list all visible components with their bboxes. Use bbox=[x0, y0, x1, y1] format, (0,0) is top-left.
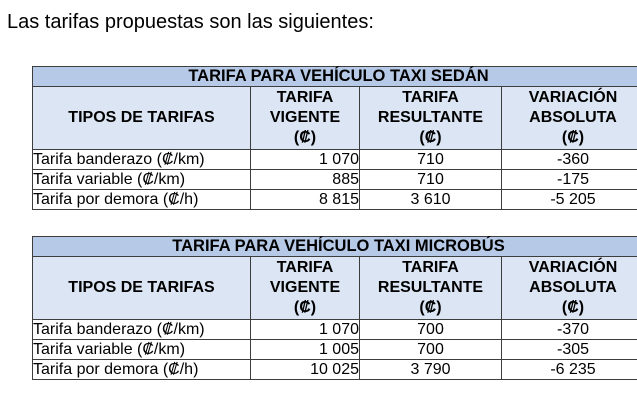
row-variacion: -6 235 bbox=[502, 360, 637, 380]
row-vigente: 8 815 bbox=[251, 190, 360, 210]
row-name: Tarifa por demora (₡/h) bbox=[33, 190, 251, 210]
header-line: VARIACIÓN bbox=[528, 259, 618, 276]
row-variacion: -360 bbox=[502, 150, 637, 170]
header-line: VARIACIÓN bbox=[528, 89, 618, 106]
header-line: TARIFA bbox=[276, 89, 334, 106]
microbus-tariff-table bbox=[32, 236, 637, 380]
row-name: Tarifa banderazo (₡/km) bbox=[33, 150, 251, 170]
table-title-row bbox=[33, 67, 637, 87]
table-row bbox=[33, 360, 637, 380]
header-resultante bbox=[360, 87, 502, 150]
header-line: TARIFA bbox=[402, 259, 459, 276]
row-name: Tarifa por demora (₡/h) bbox=[33, 360, 251, 380]
row-resultante: 710 bbox=[360, 150, 502, 170]
row-resultante: 700 bbox=[360, 320, 502, 340]
sedan-tariff-table bbox=[32, 66, 637, 210]
header-line: VIGENTE bbox=[269, 109, 341, 126]
row-vigente: 1 005 bbox=[251, 340, 360, 360]
header-variacion bbox=[502, 257, 637, 320]
header-line: ABSOLUTA bbox=[529, 279, 617, 296]
row-variacion: -370 bbox=[502, 320, 637, 340]
row-resultante: 3 610 bbox=[360, 190, 502, 210]
row-vigente: 1 070 bbox=[251, 150, 360, 170]
row-vigente: 1 070 bbox=[251, 320, 360, 340]
header-line: (₡) bbox=[293, 299, 317, 316]
header-line: RESULTANTE bbox=[377, 279, 484, 296]
header-resultante bbox=[360, 257, 502, 320]
table-row bbox=[33, 320, 637, 340]
row-vigente: 10 025 bbox=[251, 360, 360, 380]
row-variacion: -305 bbox=[502, 340, 637, 360]
table-row bbox=[33, 190, 637, 210]
header-line: TARIFA bbox=[402, 89, 459, 106]
table-title-row bbox=[33, 237, 637, 257]
header-line: ABSOLUTA bbox=[529, 109, 617, 126]
row-name: Tarifa variable (₡/km) bbox=[33, 340, 251, 360]
header-line: RESULTANTE bbox=[377, 109, 484, 126]
row-resultante: 3 790 bbox=[360, 360, 502, 380]
header-variacion bbox=[502, 87, 637, 150]
header-row bbox=[33, 257, 637, 320]
table-row bbox=[33, 150, 637, 170]
row-name: Tarifa banderazo (₡/km) bbox=[33, 320, 251, 340]
header-line: TARIFA bbox=[276, 259, 334, 276]
header-line: (₡) bbox=[419, 299, 442, 316]
header-vigente bbox=[251, 87, 360, 150]
header-line: (₡) bbox=[293, 129, 317, 146]
row-resultante: 710 bbox=[360, 170, 502, 190]
header-line: (₡) bbox=[561, 299, 585, 316]
header-tipos: TIPOS DE TARIFAS bbox=[33, 257, 251, 320]
row-resultante: 700 bbox=[360, 340, 502, 360]
row-variacion: -175 bbox=[502, 170, 637, 190]
header-line: VIGENTE bbox=[269, 279, 341, 296]
table-row bbox=[33, 340, 637, 360]
header-line: (₡) bbox=[561, 129, 585, 146]
header-row bbox=[33, 87, 637, 150]
header-tipos: TIPOS DE TARIFAS bbox=[33, 87, 251, 150]
row-name: Tarifa variable (₡/km) bbox=[33, 170, 251, 190]
intro-text: Las tarifas propuestas son las siguientes: bbox=[7, 11, 374, 33]
table-title: TARIFA PARA VEHÍCULO TAXI SEDÁN bbox=[33, 67, 637, 87]
table-title: TARIFA PARA VEHÍCULO TAXI MICROBÚS bbox=[33, 237, 637, 257]
header-line: (₡) bbox=[419, 129, 442, 146]
header-vigente bbox=[251, 257, 360, 320]
table-row bbox=[33, 170, 637, 190]
row-variacion: -5 205 bbox=[502, 190, 637, 210]
row-vigente: 885 bbox=[251, 170, 360, 190]
